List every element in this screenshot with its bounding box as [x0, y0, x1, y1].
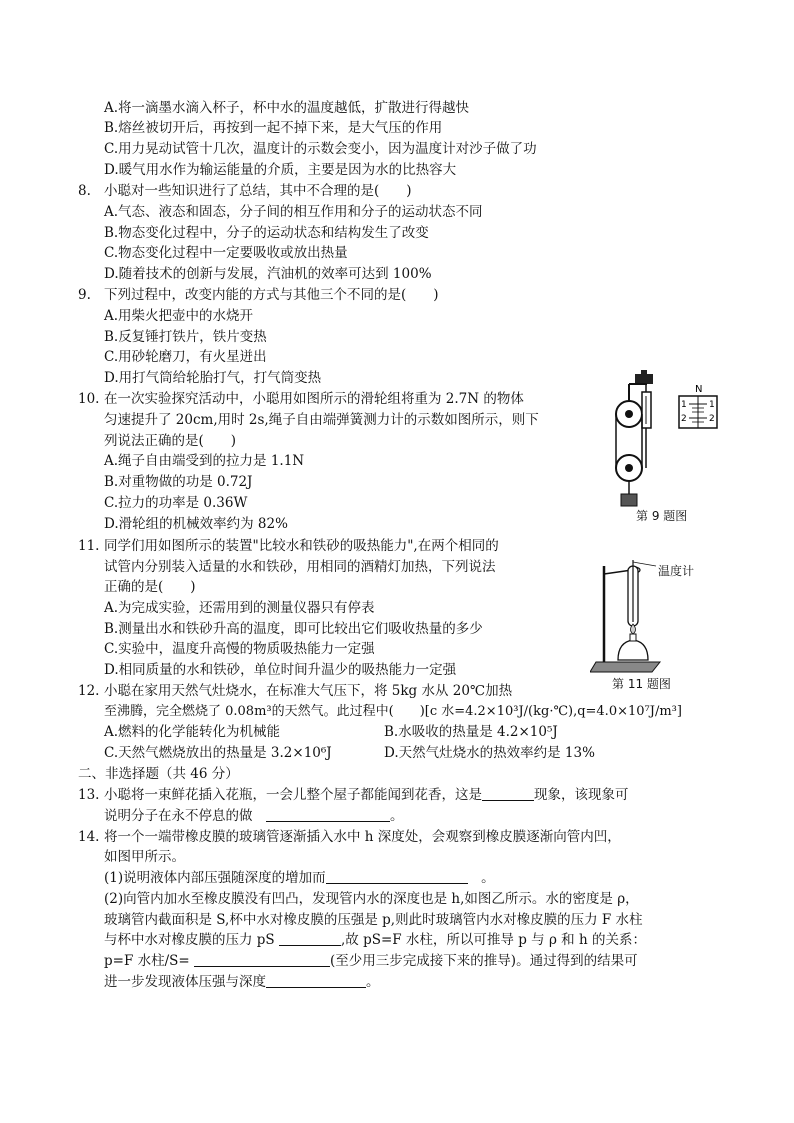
- q14-sub2-line2: 玻璃管内截面积是 S,杯中水对橡皮膜的压强是 p,则此时玻璃管内水对橡皮膜的压力 F 水柱: [104, 912, 643, 928]
- q14-line1: 将一个一端带橡皮膜的玻璃管逐渐插入水中 h 深度处，会观察到橡皮膜逐渐向管内凹，: [104, 829, 621, 845]
- q8-option-c: C.物态变化过程中一定要吸收或放出热量: [104, 245, 348, 261]
- q14-sub2-line1: (2)向管内加水至橡皮膜没有凹凸，发现管内水的深度也是 h,如图乙所示。水的密度是 ρ，: [104, 891, 639, 907]
- q11-stem-line2: 试管内分别装入适量的水和铁砂，用相同的酒精灯加热，下列说法: [104, 559, 496, 575]
- q14-blank-4[interactable]: [266, 973, 366, 988]
- q10-stem-line3: 列说法正确的是( ): [104, 433, 237, 449]
- q9-stem: 下列过程中，改变内能的方式与其他三个不同的是( ): [104, 287, 439, 303]
- q10-stem-line2: 匀速提升了 20cm,用时 2s,绳子自由端弹簧测力计的示数如图所示，则下: [104, 412, 539, 428]
- q14-blank-3[interactable]: [194, 952, 330, 967]
- q10-option-d: D.滑轮组的机械效率约为 82%: [104, 516, 288, 532]
- q11-option-c: C.实验中，温度升高慢的物质吸热能力一定强: [104, 641, 375, 657]
- q14-sub2-line4: [104, 951, 638, 971]
- q14-sub2-line5: [104, 972, 380, 992]
- q14-line2: 如图甲所示。: [104, 849, 185, 865]
- q13-number: 13.: [78, 787, 100, 803]
- q14-sub1-text: (1)说明液体内部压强随深度的增加而: [104, 870, 326, 886]
- q11-option-a: A.为完成实验，还需用到的测量仪器只有停表: [104, 600, 375, 616]
- q12-option-d: D.天然气灶烧水的热效率约是 13%: [384, 745, 595, 761]
- q13-blank-2[interactable]: [266, 807, 390, 822]
- q13-line1: [104, 785, 629, 805]
- q13-line1-text-a: 小聪将一束鲜花插入花瓶，一会儿整个屋子都能闻到花香，这是: [104, 787, 482, 803]
- q13-line2-text: 说明分子在永不停息的做: [104, 808, 253, 824]
- scale-mark-2-left: 2: [681, 414, 687, 424]
- q12-option-b: B.水吸收的热量是 4.2×10⁵J: [384, 724, 558, 740]
- q8-option-a: A.气态、液态和固态，分子间的相互作用和分子的运动状态不同: [104, 204, 483, 220]
- q9-option-d: D.用打气筒给轮胎打气，打气筒变热: [104, 370, 322, 386]
- q14-blank-1[interactable]: [326, 869, 468, 884]
- q7-option-d: D.暖气用水作为输运能量的介质，主要是因为水的比热容大: [104, 162, 457, 178]
- q10-option-a: A.绳子自由端受到的拉力是 1.1N: [104, 453, 305, 469]
- q11-option-b: B.测量出水和铁砂升高的温度，即可比较出它们吸收热量的多少: [104, 621, 483, 637]
- q13-line1-text-b: 现象，该现象可: [534, 787, 629, 803]
- q9-option-c: C.用砂轮磨刀，有火星迸出: [104, 349, 267, 365]
- q7-option-a: A.将一滴墨水滴入杯子，杯中水的温度越低，扩散进行得越快: [104, 100, 470, 116]
- q10-number: 10.: [78, 391, 100, 407]
- q8-stem: 小聪对一些知识进行了总结，其中不合理的是( ): [104, 183, 412, 199]
- q14-sub2-line3: [104, 930, 646, 950]
- q14-sub2-line5-a: 进一步发现液体压强与深度: [104, 974, 266, 990]
- q12-option-c: C.天然气燃烧放出的热量是 3.2×10⁶J: [104, 745, 332, 761]
- q9-option-a: A.用柴火把壶中的水烧开: [104, 308, 254, 324]
- thermometer-label: 温度计: [658, 564, 695, 578]
- q10-figure-caption: 第 9 题图: [636, 509, 688, 523]
- scale-mark-1-left: 1: [681, 400, 687, 410]
- q14-blank-2[interactable]: [279, 931, 341, 946]
- q14-sub2-line5-b: 。: [366, 974, 380, 990]
- q11-stem-line1: 同学们用如图所示的装置"比较水和铁砂的吸热能力",在两个相同的: [104, 538, 499, 554]
- q12-line1: 小聪在家用天然气灶烧水，在标准大气压下，将 5kg 水从 20℃加热: [104, 683, 513, 699]
- q8-number: 8.: [78, 183, 91, 199]
- stand-base: [590, 662, 660, 672]
- q11-number: 11.: [78, 538, 100, 554]
- q12-number: 12.: [78, 683, 100, 699]
- scale-mark-1-right: 1: [709, 400, 715, 410]
- q12-line2: 至沸腾，完全燃烧了 0.08m³的天然气。此过程中( )[c 水=4.2×10³J/(kg·℃),q=4.0×10⁷J/m³]: [104, 704, 682, 719]
- scale-mark-2-right: 2: [709, 414, 715, 424]
- q8-option-d: D.随着技术的创新与发展，汽油机的效率可达到 100%: [104, 266, 432, 282]
- q7-option-c: C.用力晃动试管十几次，温度计的示数会变小，因为温度计对沙子做了功: [104, 141, 537, 157]
- q14-number: 14.: [78, 829, 100, 845]
- q8-option-b: B.物态变化过程中，分子的运动状态和结构发生了改变: [104, 225, 429, 241]
- q11-option-d: D.相同质量的水和铁砂，单位时间升温少的吸热能力一定强: [104, 662, 457, 678]
- pulley-system-figure: [605, 370, 725, 508]
- q14-sub2-line4-b: (至少用三步完成接下来的推导)。通过得到的结果可: [330, 953, 638, 969]
- alcohol-lamp-icon: [618, 640, 648, 660]
- q14-sub1-end: 。: [481, 870, 495, 886]
- q14-sub1: [104, 868, 495, 888]
- weight-block-icon: [621, 494, 637, 506]
- q10-option-c: C.拉力的功率是 0.36W: [104, 495, 248, 511]
- q11-figure-caption: 第 11 题图: [612, 677, 671, 691]
- q14-sub2-line4-a: p=F 水柱/S=: [104, 953, 190, 969]
- q9-number: 9.: [78, 287, 91, 303]
- q14-sub2-line3-a: 与杯中水对橡皮膜的压力 pS: [104, 932, 275, 948]
- q7-option-b: B.熔丝被切开后，再按到一起不掉下来，是大气压的作用: [104, 120, 443, 136]
- q13-blank-1[interactable]: [482, 786, 534, 801]
- q11-stem-line3: 正确的是( ): [104, 579, 196, 595]
- q10-stem-line1: 在一次实验探究活动中，小聪用如图所示的滑轮组将重为 2.7N 的物体: [104, 391, 524, 407]
- q12-option-a: A.燃料的化学能转化为机械能: [104, 724, 281, 740]
- q13-line2: 说明分子在永不停息的做 。: [104, 808, 404, 824]
- q10-option-b: B.对重物做的功是 0.72J: [104, 474, 253, 490]
- q14-sub2-line3-b: ,故 pS=F 水柱，所以可推导 p 与 ρ 和 h 的关系：: [340, 932, 646, 948]
- scale-unit-label: N: [695, 384, 703, 395]
- q9-option-b: B.反复锤打铁片，铁片变热: [104, 329, 267, 345]
- section-heading: 二、非选择题（共 46 分）: [78, 766, 239, 782]
